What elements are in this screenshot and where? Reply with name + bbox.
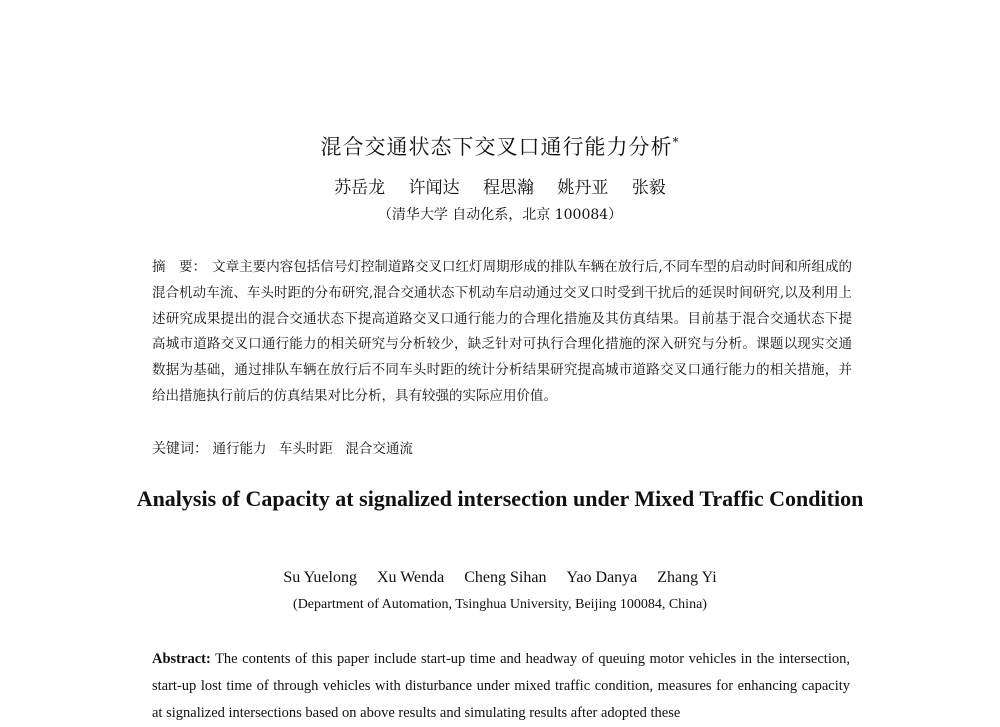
chinese-abstract (152, 255, 852, 410)
chinese-abstract-label: 摘 要： (152, 259, 207, 275)
chinese-author: 姚丹亚 (557, 178, 609, 198)
english-abstract-text: The contents of this paper include start-up time and headway of queuing motor vehicles in the intersection, start-up lost time of through vehicles with disturbance under mixed traffic condition, measures for enhancing capacity at signalized intersections based on above results and simulating results after adopted these (152, 651, 850, 721)
chinese-author: 许闻达 (408, 178, 460, 198)
english-abstract (152, 646, 850, 727)
english-author: Xu Wenda (376, 569, 445, 586)
keyword: 混合交通流 (345, 441, 413, 457)
keyword: 通行能力 (212, 441, 267, 457)
title-footnote-mark: * (672, 135, 680, 149)
chinese-affiliation: （清华大学 自动化系，北京 100084） (377, 207, 623, 223)
chinese-title (0, 131, 1000, 161)
english-affiliation: (Department of Automation, Tsinghua University, Beijing 100084, China) (293, 597, 707, 612)
keyword: 车头时距 (278, 441, 333, 457)
english-author: Zhang Yi (657, 569, 717, 586)
chinese-author: 苏岳龙 (334, 178, 386, 198)
english-author: Cheng Sihan (464, 569, 547, 586)
chinese-abstract-text: 文章主要内容包括信号灯控制道路交叉口红灯周期形成的排队车辆在放行后,不同车型的启动时间和所组成的混合机动车流、车头时距的分布研究,混合交通状态下机动车启动通过交叉口时受到干扰后的延误时间研究,以及利用上述研究成果提出的混合交通状态下提高道路交叉口通行能力的合理化措施及其仿真结果。目前基于混合交通状态下提高城市道路交叉口通行能力的相关研究与分析较少，缺乏针对可执行合理化措施的深入研究与分析。课题以现实交通数据为基础，通过排队车辆在放行后不同车头时距的统计分析结果研究提高城市道路交叉口通行能力的相关措施，并给出措施执行前后的仿真结果对比分析，具有较强的实际应用价值。 (152, 259, 853, 404)
english-abstract-label: Abstract: (152, 651, 211, 667)
english-author: Yao Danya (566, 569, 638, 586)
english-author-list (0, 569, 1000, 587)
chinese-keywords (152, 437, 852, 458)
chinese-author: 张毅 (631, 178, 666, 198)
chinese-title-text: 混合交通状态下交叉口通行能力分析 (320, 135, 673, 159)
english-title: Analysis of Capacity at signalized intersection under Mixed Traffic Condition (136, 486, 864, 511)
chinese-author: 程思瀚 (483, 178, 534, 198)
chinese-keywords-label: 关键词： (152, 441, 208, 457)
english-author: Su Yuelong (283, 569, 357, 586)
chinese-author-list (0, 173, 1000, 198)
